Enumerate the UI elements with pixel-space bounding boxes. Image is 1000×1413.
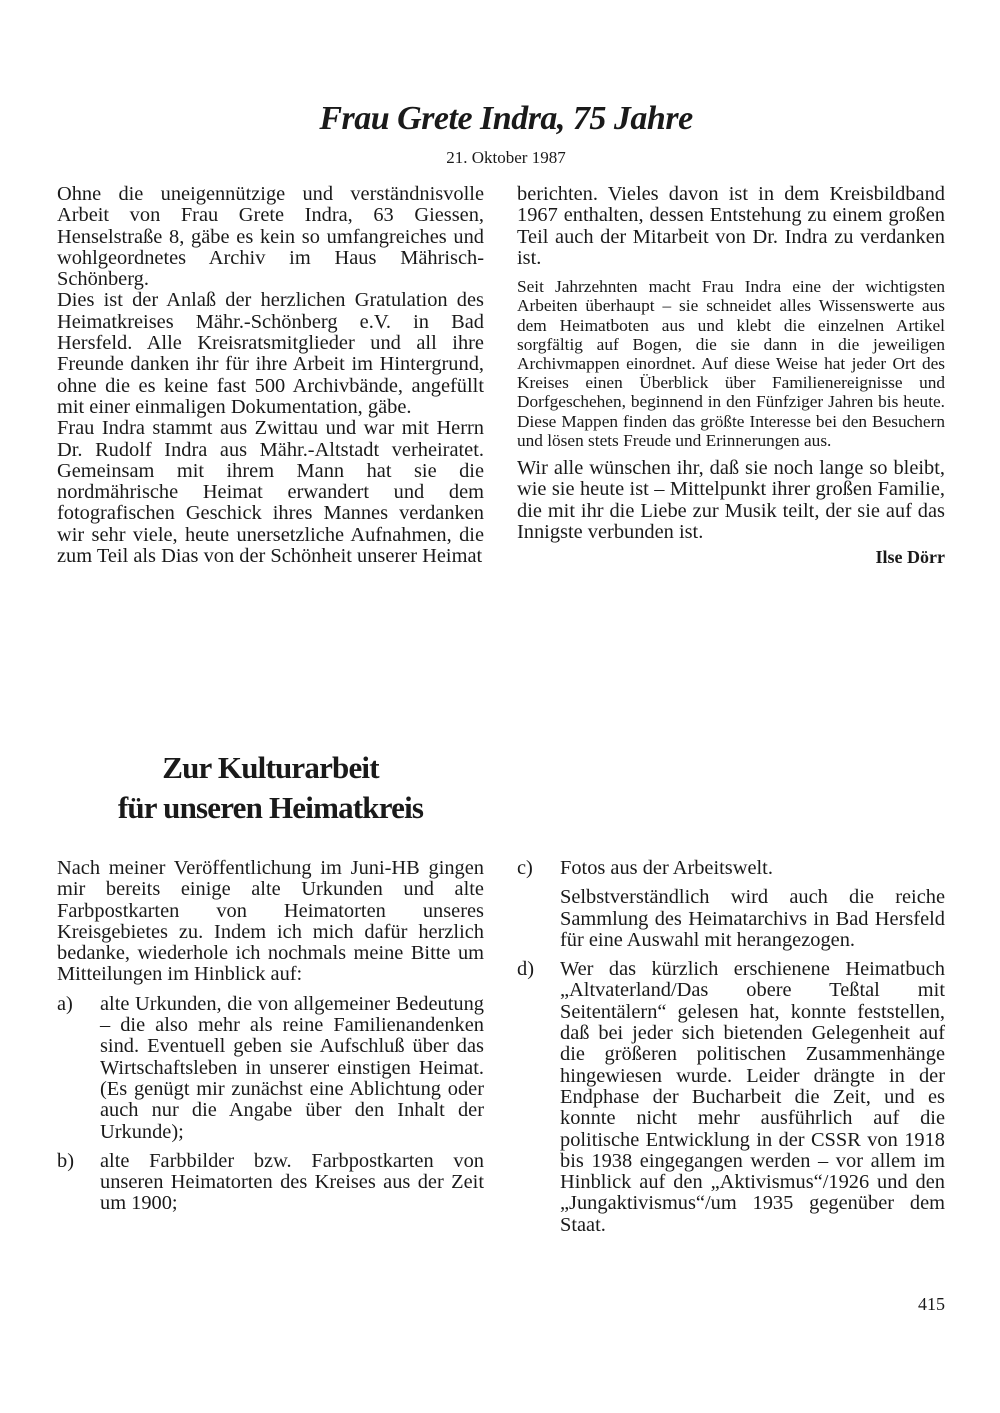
paragraph: Wir alle wünschen ihr, daß sie noch lange so bleibt, wie sie heute ist – Mittelpunkt ihrer großen Familie, die mit ihr die Liebe zur Musik teilt, der sie auf das Innigste verbunden ist. xyxy=(517,457,945,543)
paragraph: Frau Indra stammt aus Zwittau und war mit Herrn Dr. Rudolf Indra aus Mähr.-Altstadt verheiratet. Gemeinsam mit ihrem Mann hat sie die nordmährische Heimat erwandert und dem fotografischen Geschick ihres Mannes verdanken wir sehr viele, heute unersetzliche Aufnahmen, die zum Teil als Dias von der Schönheit unserer Heimat xyxy=(57,417,484,568)
article1-left-column xyxy=(57,184,484,567)
article-date: 21. Oktober 1987 xyxy=(446,148,566,167)
article1-right-column xyxy=(517,184,945,569)
list-item xyxy=(57,1151,484,1215)
list-marker: d) xyxy=(517,958,534,981)
article-title-indra: Frau Grete Indra, 75 Jahre xyxy=(319,100,693,137)
list-item xyxy=(57,994,484,1143)
list-marker: a) xyxy=(57,992,73,1015)
list-item xyxy=(517,858,945,879)
list-marker: b) xyxy=(57,1149,74,1172)
list-text: alte Farbbilder bzw. Farbpostkarten von unseren Heimatorten des Kreises aus der Zeit um 1900; xyxy=(100,1149,484,1215)
page-number: 415 xyxy=(918,1294,945,1314)
list-item xyxy=(517,959,945,1236)
article-title-kulturarbeit xyxy=(57,748,484,828)
list-marker: c) xyxy=(517,857,533,879)
paragraph: berichten. Vieles davon ist in dem Kreisbildband 1967 enthalten, dessen Entstehung zu einem großen Teil auch der Mitarbeit von Dr. Indra zu verdanken ist. xyxy=(517,183,945,269)
paragraph: Selbstverständlich wird auch die reiche Sammlung des Heimatarchivs in Bad Hersfeld für eine Auswahl mit herangezogen. xyxy=(560,886,945,951)
paragraph: Ohne die uneigennützige und verständnisvolle Arbeit von Frau Grete Indra, 63 Giessen, Henselstraße 8, gäbe es kein so umfangreiches und wohlgeordnetes Archiv im Haus Mährisch-Schönberg. xyxy=(57,183,484,291)
paragraph-small: Seit Jahrzehnten macht Frau Indra eine der wichtigsten Arbeiten überhaupt – sie schneidet alles Wissenswerte aus dem Heimatboten aus und klebt die einzelnen Artikel sorgfältig auf Bogen, die sie dann in die jeweiligen Archivmappen einordnet. Auf diese Weise hat jeder Ort des Kreises einen Überblick über Familienereignisse und Dorfgeschehen, beginnend in den Fünfziger Jahren bis heute. Diese Mappen finden das größte Interesse bei den Besuchern und lösen stets Freude und Erinnerungen aus. xyxy=(517,277,945,450)
article2-right-column xyxy=(517,858,945,1236)
author-signature: Ilse Dörr xyxy=(875,547,945,568)
list-text: Fotos aus der Arbeitswelt. xyxy=(560,857,773,879)
paragraph: Dies ist der Anlaß der herzlichen Gratulation des Heimatkreises Mähr.-Schönberg e.V. in Bad Hersfeld. Alle Kreisratsmitglieder und all ihre Freunde danken ihr für ihre Arbeit im Hintergrund, ohne die es keine fast 500 Archivbände, angefüllt mit einer einmaligen Dokumentation, gäbe. xyxy=(57,289,484,418)
paragraph: Nach meiner Veröffentlichung im Juni-HB gingen mir bereits einige alte Urkunden und alte Farbpostkarten von Heimatorten unseres Kreisgebietes zu. Indem ich mich dafür herzlich bedanke, wiederhole ich nochmals meine Bitte um Mitteilungen im Hinblick auf: xyxy=(57,857,484,986)
article2-left-column xyxy=(57,858,484,1215)
title-line: Zur Kulturarbeit xyxy=(162,750,379,785)
list-text: alte Urkunden, die von allgemeiner Bedeutung – die also mehr als reine Familienandenken sind. Eventuell geben sie Aufschluß über das Wirtschaftsleben in unserer einstigen Heimat. (Es genügt mir zunächst eine Ablichtung oder auch nur die Angabe über den Inhalt der Urkunde); xyxy=(100,992,484,1143)
list-text: Wer das kürzlich erschienene Heimatbuch „Altvaterland/Das obere Teßtal mit Seitentälern“ gelesen hat, konnte feststellen, daß bei jeder sich bietenden Gelegenheit auf die größeren politischen Zusammenhänge hingewiesen wurde. Leider drängte in der Endphase der Bucharbeit die Zeit, und es konnte nicht mehr ausführlich auf die politische Entwicklung in der CSSR von 1918 bis 1938 eingegangen werden – vor allem im Hinblick auf den „Aktivismus“/1926 und den „Jungaktivismus“/um 1935 gegenüber dem Staat. xyxy=(560,958,945,1236)
title-line: für unseren Heimatkreis xyxy=(117,790,424,825)
